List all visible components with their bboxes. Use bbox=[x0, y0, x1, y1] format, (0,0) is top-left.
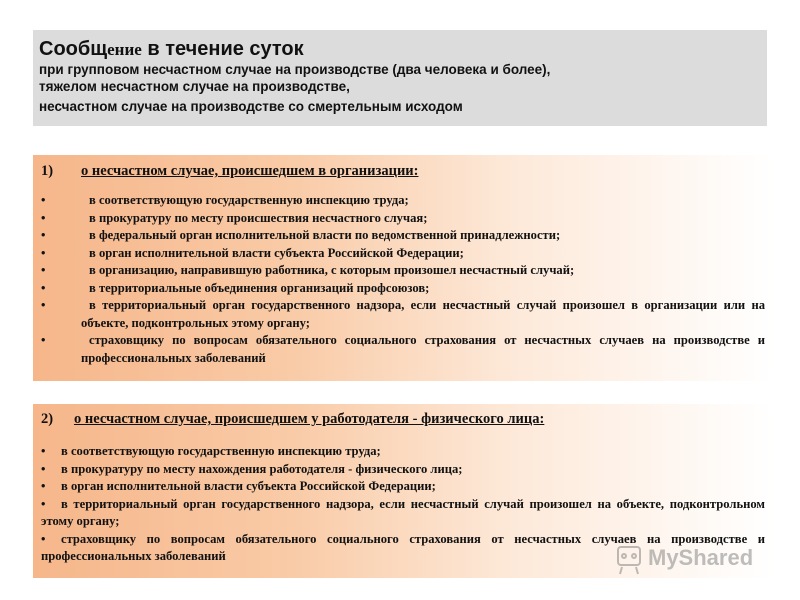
list-item bbox=[41, 227, 765, 245]
list-item bbox=[41, 496, 765, 531]
list-item-text: в территориальные объединения организаций профсоюзов; bbox=[89, 280, 430, 295]
watermark-icon bbox=[618, 547, 640, 574]
bullet-icon: • bbox=[41, 496, 46, 511]
section-1-list bbox=[41, 192, 765, 367]
bullet-icon: • bbox=[41, 531, 46, 546]
section-2-number: 2) bbox=[41, 411, 54, 427]
list-item bbox=[41, 280, 765, 298]
bullet-icon: • bbox=[41, 461, 46, 476]
list-item bbox=[41, 332, 765, 367]
title-prefix: Сообщ bbox=[39, 38, 108, 60]
myshared-watermark-logo bbox=[612, 537, 772, 577]
list-item-text: в территориальный орган государственного надзора, если несчастный случай произошел в организации или на объекте, подконтрольных этому органу; bbox=[81, 298, 765, 330]
list-item bbox=[41, 297, 765, 332]
list-item-text: в организацию, направившую работника, с которым произошел несчастный случай; bbox=[89, 263, 575, 277]
list-item bbox=[41, 245, 765, 263]
section-1-number: 1) bbox=[41, 163, 54, 179]
list-item-text: в соответствующую государственную инспекцию труда; bbox=[61, 444, 381, 458]
bullet-icon: • bbox=[41, 298, 46, 312]
title-line-1: при групповом несчастном случае на производстве (два человека и более), bbox=[39, 62, 551, 77]
list-item bbox=[41, 461, 765, 479]
list-item-text: страховщику по вопросам обязательного социального страхования от несчастных случаев на производстве и профессиональных заболеваний bbox=[41, 531, 765, 563]
slide-title bbox=[39, 38, 761, 61]
bullet-icon: • bbox=[41, 228, 46, 242]
list-item-text: в территориальный орган государственного надзора, если несчастный случай произошел на объекте, подконтрольном этому органу; bbox=[41, 496, 765, 528]
list-item bbox=[41, 262, 765, 280]
list-item-text: в федеральный орган исполнительной власти по ведомственной принадлежности; bbox=[89, 228, 561, 242]
title-rest: в течение суток bbox=[141, 38, 304, 60]
bullet-icon: • bbox=[41, 333, 46, 347]
title-box bbox=[33, 30, 767, 126]
list-item bbox=[41, 192, 765, 210]
title-mid: ение bbox=[107, 40, 142, 59]
bullet-icon: • bbox=[41, 444, 46, 458]
watermark-text: MyShared bbox=[648, 545, 754, 570]
title-line-3: несчастном случае на производстве со смертельным исходом bbox=[39, 99, 463, 114]
list-item-text: страховщику по вопросам обязательного социального страхования от несчастных случаев на производстве и профессиональных заболеваний bbox=[81, 333, 765, 365]
list-item bbox=[41, 210, 765, 228]
title-line-2: тяжелом несчастном случае на производстве, bbox=[39, 79, 350, 94]
list-item-text: в орган исполнительной власти субъекта Российской Федерации; bbox=[89, 245, 464, 260]
section-1-heading-text: о несчастном случае, происшедшем в организации: bbox=[81, 163, 419, 179]
list-item-text: в орган исполнительной власти субъекта Российской Федерации; bbox=[61, 479, 436, 493]
list-item-text: в прокуратуру по месту нахождения работодателя - физического лица; bbox=[61, 461, 463, 476]
bullet-icon: • bbox=[41, 479, 46, 493]
list-item-text: в соответствующую государственную инспекцию труда; bbox=[89, 193, 409, 207]
bullet-icon: • bbox=[41, 210, 46, 225]
section-organization bbox=[33, 155, 773, 381]
list-item bbox=[41, 443, 765, 461]
bullet-icon: • bbox=[41, 280, 46, 295]
bullet-icon: • bbox=[41, 193, 46, 207]
section-2-heading-text: о несчастном случае, происшедшем у работодателя - физического лица: bbox=[74, 411, 545, 427]
list-item-text: в прокуратуру по месту происшествия несчастного случая; bbox=[89, 210, 428, 225]
bullet-icon: • bbox=[41, 245, 46, 260]
section-1-heading bbox=[41, 162, 765, 180]
list-item bbox=[41, 478, 765, 496]
bullet-icon: • bbox=[41, 263, 46, 277]
section-2-heading bbox=[41, 410, 765, 428]
